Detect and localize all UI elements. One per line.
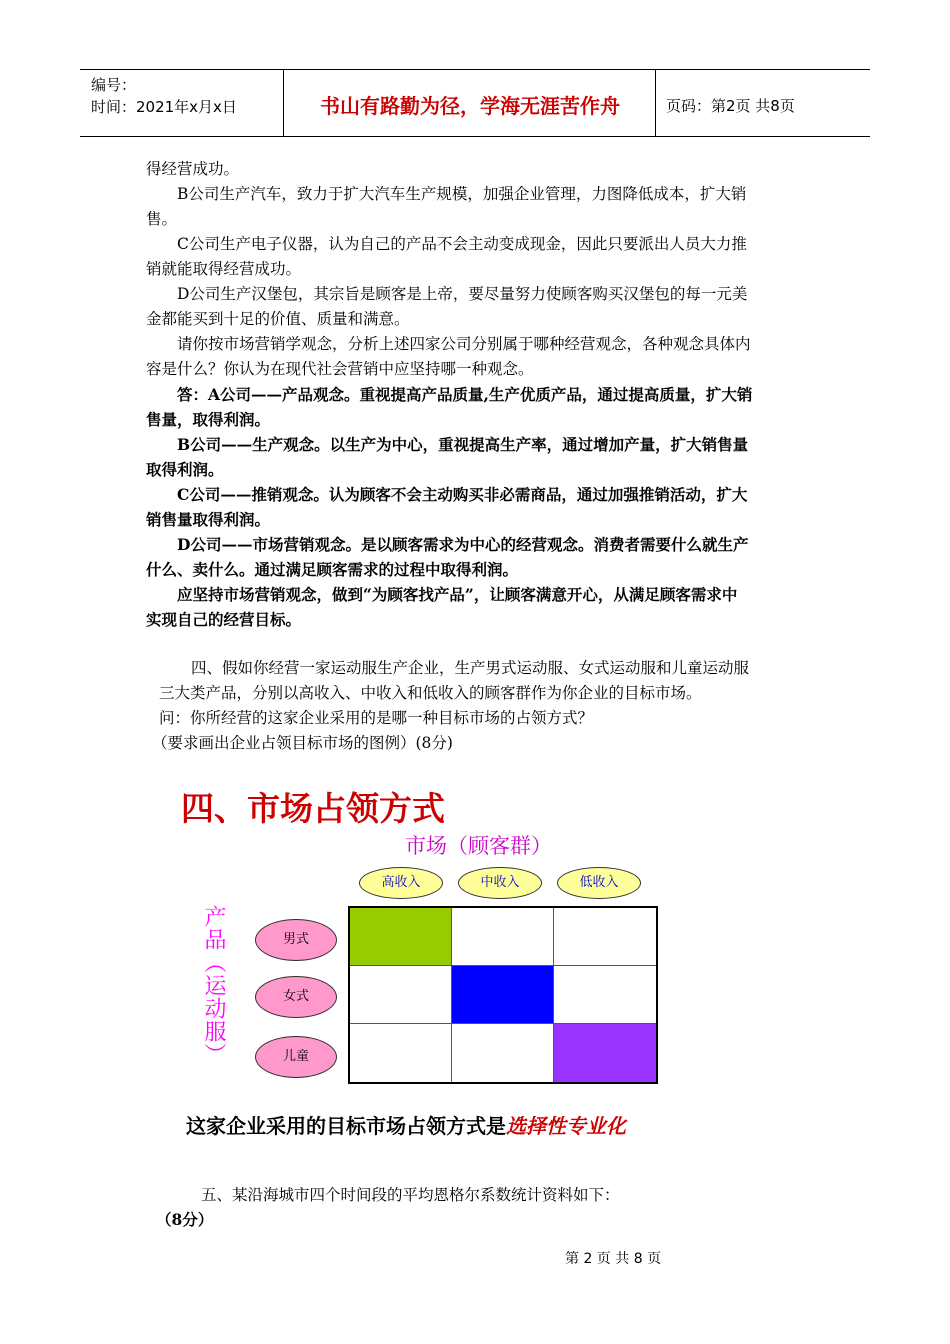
- question4-line: 四、假如你经营一家运动服生产企业，生产男式运动服、女式运动服和儿童运动服: [191, 659, 750, 677]
- answer-line: 什么、卖什么。通过满足顾客需求的过程中取得利润。: [146, 560, 519, 579]
- body-line: 得经营成功。: [146, 160, 240, 178]
- page-footer: 第 2 页 共 8 页: [565, 1251, 662, 1267]
- grid-cell-r2-c1: [452, 1024, 554, 1082]
- grid-cell-r1-c0: [350, 966, 452, 1024]
- body-line: 销就能取得经营成功。: [146, 260, 302, 278]
- grid-cell-r1-c1: [452, 966, 554, 1024]
- row-header-women: 女式: [255, 976, 337, 1018]
- column-header-high-income: 高收入: [359, 867, 443, 899]
- row-header-men: 男式: [255, 919, 337, 961]
- header-page-info: 页码：第2页 共8页: [666, 97, 795, 115]
- grid-cell-r0-c1: [452, 908, 554, 966]
- body-line: 金都能买到十足的价值、质量和满意。: [146, 310, 410, 328]
- body-line: 容是什么？你认为在现代社会营销中应坚持哪一种观念。: [146, 360, 534, 378]
- question4-line: 问：你所经营的这家企业采用的是哪一种目标市场的占领方式？: [159, 709, 594, 727]
- grid-cell-r2-c0: [350, 1024, 452, 1082]
- body-line: B公司生产汽车，致力于扩大汽车生产规模，加强企业管理，力图降低成本，扩大销: [177, 185, 747, 203]
- time-label: 时间：2021年x月x日: [91, 98, 237, 116]
- column-header-mid-income: 中收入: [458, 867, 542, 899]
- body-line: 请你按市场营销学观念，分析上述四家公司分别属于哪种经营观念，各种观念具体内: [177, 335, 751, 353]
- answer-line: B公司——生产观念。以生产为中心，重视提高生产率，通过增加产量，扩大销售量: [177, 435, 749, 454]
- body-line: C公司生产电子仪器，认为自己的产品不会主动变成现金，因此只要派出人员大力推: [177, 235, 747, 253]
- answer-line: 销售量取得利润。: [146, 510, 271, 529]
- market-grid: [348, 906, 658, 1084]
- answer-line: D公司——市场营销观念。是以顾客需求为中心的经营观念。消费者需要什么就生产: [177, 535, 749, 554]
- question5-line: 五、某沿海城市四个时间段的平均恩格尔系数统计资料如下：: [201, 1186, 620, 1204]
- header-meta: [91, 74, 237, 118]
- answer-line: C公司——推销观念。认为顾客不会主动购买非必需商品，通过加强推销活动，扩大: [177, 485, 748, 504]
- column-header-low-income: 低收入: [557, 867, 641, 899]
- body-line: 售。: [146, 210, 178, 228]
- answer-line: 实现自己的经营目标。: [146, 610, 302, 629]
- product-label: 产品（运动服）: [201, 905, 226, 1066]
- grid-cell-r0-c0: [350, 908, 452, 966]
- question5-line: （8分）: [156, 1210, 214, 1229]
- conclusion-prefix: 这家企业采用的目标市场占领方式是: [186, 1114, 506, 1138]
- header-motto: 书山有路勤为径，学海无涯苦作舟: [320, 94, 620, 118]
- question4-line: 三大类产品，分别以高收入、中收入和低收入的顾客群作为你企业的目标市场。: [159, 684, 702, 702]
- answer-line: 取得利润。: [146, 460, 224, 479]
- grid-cell-r1-c2: [554, 966, 656, 1024]
- body-line: D公司生产汉堡包，其宗旨是顾客是上帝，要尽量努力使顾客购买汉堡包的每一元美: [177, 285, 748, 303]
- question4-line: （要求画出企业占领目标市场的图例）(8分): [152, 734, 453, 752]
- conclusion-answer: 选择性专业化: [506, 1114, 626, 1138]
- page-header: [80, 69, 870, 137]
- grid-cell-r2-c2: [554, 1024, 656, 1082]
- conclusion: [186, 1110, 626, 1139]
- market-label: 市场（顾客群）: [405, 834, 552, 858]
- grid-cell-r0-c2: [554, 908, 656, 966]
- diagram-title: 四、市场占领方式: [181, 789, 445, 828]
- row-header-children: 儿童: [255, 1036, 337, 1078]
- answer-line: 售量，取得利润。: [146, 410, 271, 429]
- answer-line: 答：A公司——产品观念。重视提高产品质量,生产优质产品，通过提高质量，扩大销: [177, 385, 753, 404]
- serial-label: 编号：: [91, 76, 137, 94]
- answer-line: 应坚持市场营销观念，做到“为顾客找产品”，让顾客满意开心，从满足顾客需求中: [177, 585, 738, 604]
